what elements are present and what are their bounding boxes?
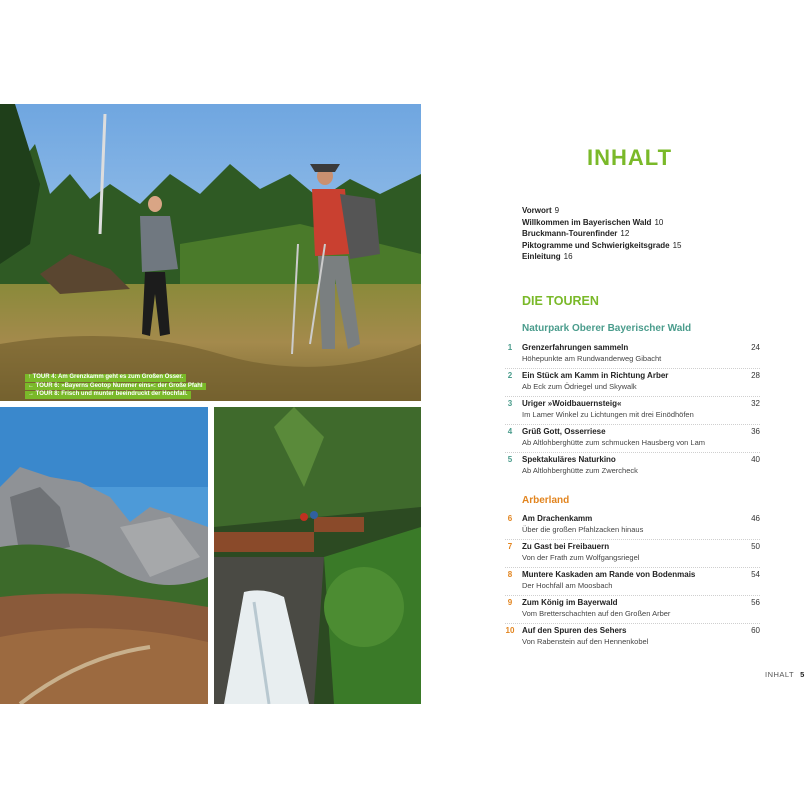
- page-footer: [765, 670, 805, 679]
- tour-subtitle: Höhepunkte am Rundwanderweg Gibacht: [522, 354, 662, 363]
- tour-number: 10: [505, 626, 515, 635]
- tour-subtitle: Über die großen Pfahlzacken hinaus: [522, 525, 644, 534]
- tour-page: 46: [751, 514, 760, 523]
- tour-subtitle: Der Hochfall am Moosbach: [522, 581, 613, 590]
- tours-heading: DIE TOUREN: [522, 294, 599, 308]
- divider: [505, 567, 760, 568]
- tour-name: Zum König im Bayerwald: [522, 598, 618, 607]
- tour-page: 36: [751, 427, 760, 436]
- tour-name: Am Drachenkamm: [522, 514, 593, 523]
- divider: [505, 368, 760, 369]
- tour-number: 2: [507, 371, 513, 380]
- divider: [505, 539, 760, 540]
- front-matter-item[interactable]: Einleitung 16: [522, 252, 573, 261]
- page-number: 5: [800, 670, 805, 679]
- tour-number: 5: [507, 455, 513, 464]
- tour-name: Grenzerfahrungen sammeln: [522, 343, 629, 352]
- tour-page: 32: [751, 399, 760, 408]
- front-matter-item[interactable]: Piktogramme und Schwierigkeitsgrade 15: [522, 240, 682, 250]
- tour-number: 3: [507, 399, 513, 408]
- divider: [505, 424, 760, 425]
- tour-page: 60: [751, 626, 760, 635]
- tour-entry[interactable]: [505, 371, 760, 395]
- tour-name: Grüß Gott, Osserriese: [522, 427, 606, 436]
- tour-name: Muntere Kaskaden am Rande von Bodenmais: [522, 570, 696, 579]
- page-title: INHALT: [587, 145, 673, 170]
- tour-subtitle: Im Lamer Winkel zu Lichtungen mit drei Einödhöfen: [522, 410, 694, 419]
- tour-number: 8: [507, 570, 513, 579]
- tour-page: 24: [751, 343, 760, 352]
- divider: [505, 595, 760, 596]
- tour-subtitle: Vom Bretterschachten auf den Großen Arber: [522, 609, 671, 618]
- tour-entry[interactable]: [505, 570, 760, 594]
- footer-label: INHALT: [765, 670, 795, 679]
- divider: [505, 623, 760, 624]
- tour-subtitle: Von Rabenstein auf den Hennenkobel: [522, 637, 649, 646]
- tour-subtitle: Ab Altlohberghütte zum Zwercheck: [522, 466, 638, 475]
- tour-subtitle: Ab Eck zum Ödriegel und Skywalk: [522, 382, 637, 391]
- tour-number: 1: [507, 343, 513, 352]
- tour-name: Zu Gast bei Freibauern: [522, 542, 610, 551]
- section-heading-arberland: Arberland: [522, 495, 570, 506]
- photo-hikers: [0, 104, 421, 401]
- tour-page: 28: [751, 371, 760, 380]
- tour-name: Ein Stück am Kamm in Richtung Arber: [522, 371, 669, 380]
- tour-entry[interactable]: [505, 514, 760, 538]
- tour-number: 7: [507, 542, 513, 551]
- caption-tour-8: → TOUR 8: Frisch und munter beeindruckt der Hochfall.: [25, 391, 191, 399]
- tour-name: Spektakuläres Naturkino: [522, 455, 616, 464]
- tour-entry[interactable]: [505, 343, 760, 367]
- tour-entry[interactable]: [505, 427, 760, 451]
- photo-rocks: [0, 407, 208, 704]
- tour-page: 56: [751, 598, 760, 607]
- tour-name: Auf den Spuren des Sehers: [522, 626, 627, 635]
- tour-page: 40: [751, 455, 760, 464]
- tour-page: 50: [751, 542, 760, 551]
- caption-tour-6: ← TOUR 6: »Bayerns Geotop Nummer eins«: der Große Pfahl: [25, 383, 206, 391]
- section-heading-naturpark: Naturpark Oberer Bayerischer Wald: [522, 323, 692, 334]
- tour-entry[interactable]: [505, 542, 760, 566]
- tour-entry[interactable]: [505, 598, 760, 622]
- tour-number: 9: [507, 598, 513, 607]
- front-matter-item[interactable]: Willkommen im Bayerischen Wald 10: [522, 217, 664, 227]
- divider: [505, 396, 760, 397]
- front-matter-list: [522, 205, 682, 263]
- tour-entry[interactable]: [505, 626, 760, 650]
- caption-tour-4: ↑ TOUR 4: Am Grenzkamm geht es zum Großen Osser.: [25, 374, 186, 382]
- tour-entry[interactable]: [505, 399, 760, 423]
- tour-subtitle: Von der Frath zum Wolfgangsriegel: [522, 553, 640, 562]
- photo-captions: [25, 374, 206, 400]
- tour-page: 54: [751, 570, 760, 579]
- divider: [505, 452, 760, 453]
- tour-number: 4: [507, 427, 513, 436]
- photo-waterfall: [214, 407, 421, 704]
- tour-name: Uriger »Woidbauernsteig«: [522, 399, 622, 408]
- front-matter-item[interactable]: Bruckmann-Tourenfinder 12: [522, 229, 630, 238]
- tour-entry[interactable]: [505, 455, 760, 479]
- tour-subtitle: Ab Altlohberghütte zum schmucken Hausberg von Lam: [522, 438, 706, 447]
- tour-number: 6: [507, 514, 513, 523]
- front-matter-item[interactable]: Vorwort 9: [522, 206, 560, 215]
